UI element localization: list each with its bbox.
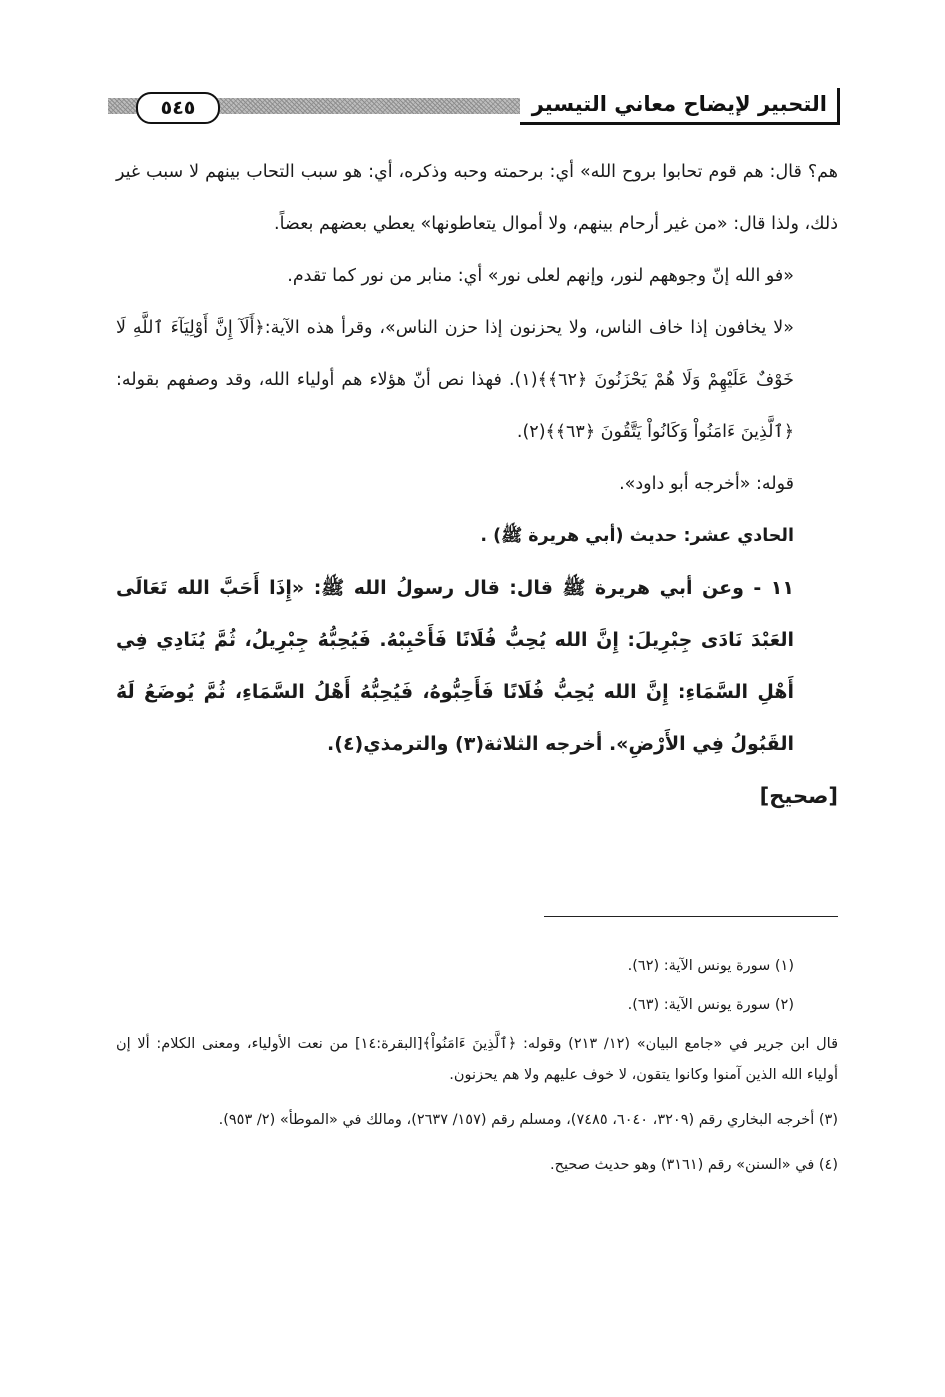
hadith-text: ١١ - وعن أبي هريرة ﷺ قال: قال رسولُ الله ﷺ: «إِذَا أَحَبَّ الله تَعَالَى العَبْدَ نَادَى جِبْرِيلَ: إِنَّ الله يُحِبُّ فُلَانًا فَأَحْبِبْهُ. فَيُحِبُّهُ جِبْرِيلُ، ثُمَّ يُنَادِي فِي أَهْلِ السَّمَاءِ: إِنَّ الله يُحِبُّ فُلَانًا فَأَحِبُّوهُ، فَيُحِبُّهُ أَهْلُ السَّمَاءِ، ثُمَّ يُوضَعُ لَهُ القَبُولُ فِي الأَرْضِ». أخرجه الثلاثة(٣) والترمذي(٤). xyxy=(116,577,794,755)
running-header xyxy=(108,88,840,126)
footnote-3: (٣) أخرجه البخاري رقم (٣٢٠٩، ٦٠٤٠، ٧٤٨٥)، ومسلم رقم (١٥٧/ ٢٦٣٧)، ومالك في «الموطأ» (٢/ ٩٥٣). xyxy=(218,1112,838,1128)
paragraph-1: هم؟ قال: هم قوم تحابوا بروح الله» أي: برحمته وحبه وذكره، أي: هو سبب التحاب بينهم لا سبب غير ذلك، ولذا قال: «من غير أرحام بينهم، ولا أموال يتعاطونها» يعطي بعضهم بعضاً. xyxy=(116,162,838,234)
footnotes xyxy=(116,951,838,1195)
paragraph-3: «لا يخافون إذا خاف الناس، ولا يحزنون إذا حزن الناس»، وقرأ هذه الآية:﴿أَلَآ إِنَّ أَوْلِيَآءَ ٱللَّهِ لَا خَوْفٌ عَلَيْهِمْ وَلَا هُمْ يَحْزَنُونَ ﴿٦٢﴾﴾(١). فهذا نص أنّ هؤلاء هم أولياء الله، وقد وصفهم بقوله: ﴿ٱلَّذِينَ ءَامَنُواْ وَكَانُواْ يَتَّقُونَ ﴿٦٣﴾﴾(٢). xyxy=(116,318,794,442)
footnote-1: (١) سورة يونس الآية: (٦٢). xyxy=(627,958,794,974)
main-text xyxy=(116,146,838,822)
paragraph-4: قوله: «أخرجه أبو داود». xyxy=(619,474,794,494)
book-title: التحبير لإيضاح معاني التيسير xyxy=(520,88,840,125)
hadith-grade: [صحيح] xyxy=(759,784,838,808)
section-heading: الحادي عشر: حديث (أبي هريرة ﷺ) . xyxy=(480,526,794,546)
footnote-2: (٢) سورة يونس الآية: (٦٣). xyxy=(627,997,794,1013)
page-number: ٥٤٥ xyxy=(136,92,220,124)
footnote-2-note: قال ابن جرير في «جامع البيان» (١٢/ ٢١٣) وقوله: ﴿ٱلَّذِينَ ءَامَنُواْ﴾[البقرة:١٤] من نعت الأولياء، ومعنى الكلام: ألا إن أولياء الله الذين آمنوا وكانوا يتقون، لا خوف عليهم ولا هم يحزنون. xyxy=(116,1036,839,1083)
footnote-separator xyxy=(544,916,838,917)
footnote-4: (٤) في «السنن» رقم (٣١٦١) وهو حديث صحيح. xyxy=(549,1157,838,1173)
paragraph-2: «فو الله إنّ وجوههم لنور، وإنهم لعلى نور» أي: منابر من نور كما تقدم. xyxy=(287,266,794,286)
